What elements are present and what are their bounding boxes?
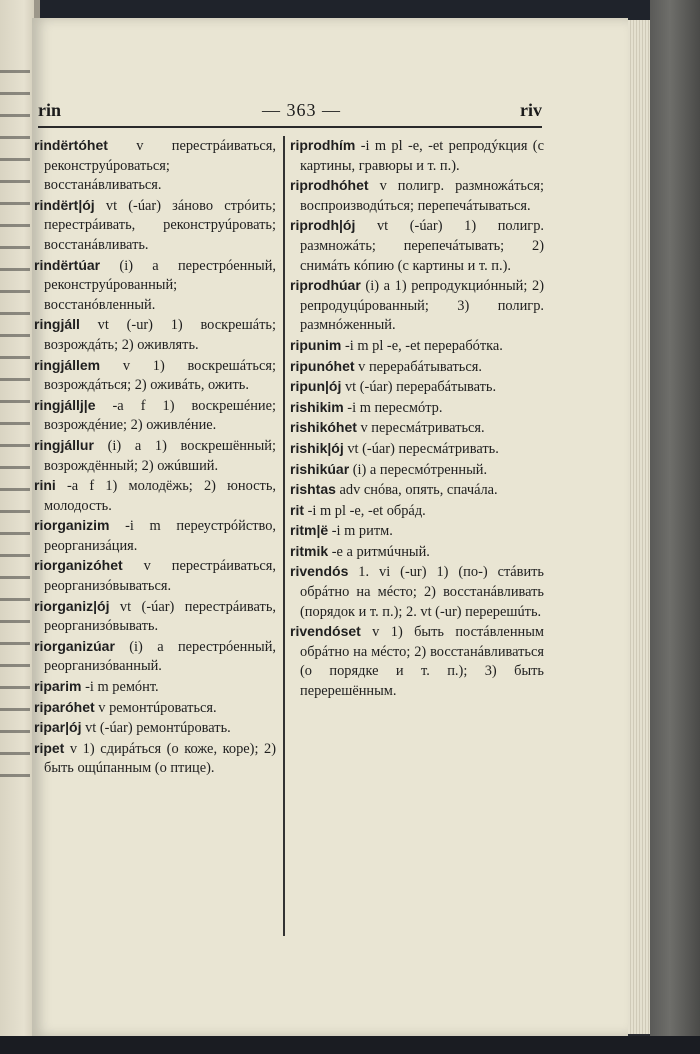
- guide-word-left: rin: [38, 100, 62, 120]
- dictionary-entry: riprodhóhet v полигр. размножáться; воспроизводúться; перепечáтываться.: [290, 177, 544, 214]
- dictionary-entry: riorganizúar (i) a перестрóенный, реорганизóванный.: [34, 637, 276, 675]
- header-rule: [38, 126, 542, 128]
- dictionary-entry: ripunóhet v перерабáтываться.: [290, 357, 482, 375]
- guide-word-right: riv: [520, 100, 542, 120]
- book-cover: [650, 0, 700, 1054]
- dictionary-entry: rivendós 1. vi (-ur) 1) (по-) стáвить обрáтно на мéсто; 2) восстанáвливать (порядок и т. п.); 2. vt (-ur) перерешúть.: [290, 563, 544, 620]
- dictionary-entry: riorganizóhet v перестрáиваться, реорганизóвываться.: [34, 557, 276, 595]
- dictionary-entry: rindërt|ój vt (-úar) зáново стрóить; перестрáивать, реконструúровать; восстанáвливать.: [34, 196, 276, 253]
- dictionary-entry: rishikúar (i) a пересмóтренный.: [290, 460, 488, 478]
- dictionary-entry: riprodh|ój vt (-úar) 1) полигр. размножáть; перепечáтывать; 2) снимáть кóпию (с картины и т. п.).: [290, 217, 544, 274]
- dictionary-entry: rivendóset v 1) быть постáвленным обрáтно на мéсто; 2) восстанáвливаться (о порядке и т. п.); 3) быть перерешённым.: [290, 623, 544, 700]
- previous-page-bleed: [0, 70, 30, 790]
- dictionary-page: [32, 18, 628, 1036]
- dictionary-entry: ringjállur (i) a 1) воскрешённый; возрождённый; 2) ожúвший.: [34, 436, 276, 474]
- dictionary-entry: ritmik -e a ритмúчный.: [290, 542, 430, 560]
- dictionary-entry: ripar|ój vt (-úar) ремонтúровать.: [34, 719, 231, 737]
- dictionary-entry: ripunim -i m pl -e, -et перерабóтка.: [290, 336, 503, 354]
- dictionary-entry: ripet v 1) сдирáться (о коже, коре); 2) быть ощúпанным (о птице).: [34, 739, 276, 777]
- page-header: [32, 96, 628, 124]
- dictionary-entry: riprodhúar (i) a 1) репродукциóнный; 2) репродуцúрованный; 3) полигр. размнóженный.: [290, 277, 544, 334]
- column-divider: [283, 136, 285, 936]
- right-column: [290, 136, 544, 702]
- left-column: [34, 136, 276, 779]
- dictionary-entry: rit -i m pl -e, -et обрáд.: [290, 501, 426, 519]
- dictionary-entry: ringjállem v 1) воскрешáться; возрождáться; 2) оживáть, ожить.: [34, 356, 276, 394]
- dictionary-entry: ritm|ë -i m ритм.: [290, 522, 393, 540]
- dictionary-entry: riorganizim -i m переустрóйство, реорганизáция.: [34, 517, 276, 554]
- page-number: — 363 —: [262, 100, 341, 120]
- dictionary-entry: rishikóhet v пересмáтриваться.: [290, 419, 485, 437]
- dictionary-entry: riorganiz|ój vt (-úar) перестрáивать, реорганизóвывать.: [34, 597, 276, 635]
- dictionary-entry: ripun|ój vt (-úar) перерабáтывать.: [290, 378, 497, 396]
- dictionary-entry: ringjállj|e -a f 1) воскрешéние; возрождéние; 2) оживлéние.: [34, 396, 276, 434]
- page-stack-edge: [628, 20, 650, 1034]
- dictionary-entry: riparim -i m ремóнт.: [34, 678, 159, 696]
- dictionary-entry: rishikim -i m пересмóтр.: [290, 398, 443, 416]
- dictionary-entry: rindërtúar (i) a перестрóенный, реконструúрованный; восстанóвленный.: [34, 256, 276, 313]
- dictionary-entry: riparóhet v ремонтúроваться.: [34, 698, 217, 716]
- dictionary-entry: rindërtóhet v перестрáиваться, реконструúроваться; восстанáвливаться.: [34, 137, 276, 194]
- dictionary-entry: riprodhím -i m pl -e, -et репродýкция (с картины, гравюры и т. п.).: [290, 137, 544, 174]
- background-bottom: [0, 1036, 700, 1054]
- dictionary-entry: rini -a f 1) молодёжь; 2) юность, молодость.: [34, 477, 276, 514]
- dictionary-entry: rishik|ój vt (-úar) пересмáтривать.: [290, 439, 499, 457]
- dictionary-entry: ringjáll vt (-ur) 1) воскрешáть; возрождáть; 2) оживлять.: [34, 316, 276, 353]
- dictionary-entry: rishtas adv снóва, опять, спачáла.: [290, 481, 498, 499]
